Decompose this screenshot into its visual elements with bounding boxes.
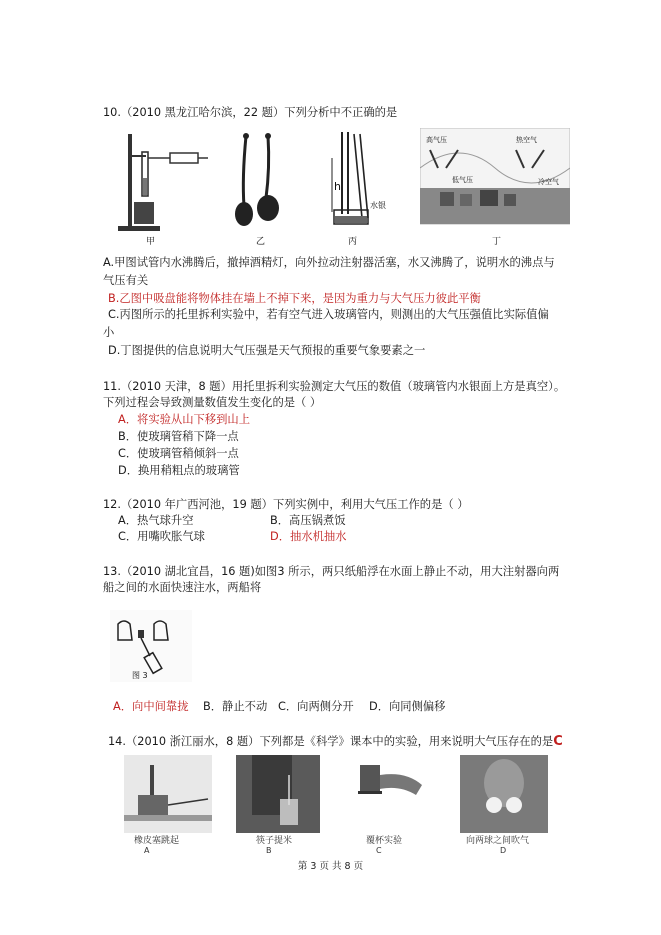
q13-option-c: C．向两侧分开: [278, 700, 354, 713]
q14-letter-a: A: [144, 846, 150, 853]
q10-option-c-line1: C.丙图所示的托里拆利实验中，若有空气进入玻璃管内，则测出的大气压强值比实际值偏: [108, 308, 549, 321]
q10-figure-bing: [318, 128, 388, 248]
svg-text:低气压: 低气压: [452, 176, 473, 184]
q11-stem-line2: 下列过程会导致测量数值发生变化的是（ ）: [103, 396, 322, 409]
q10-figure-yi: [228, 128, 288, 248]
q10-option-b-answer: B.乙图中吸盘能将物体挂在墙上不掉下来，是因为重力与大气压力彼此平衡: [108, 292, 481, 305]
q10-stem: 10.（2010 黑龙江哈尔滨，22 题）下列分析中不正确的是: [103, 106, 398, 119]
q10-figure-jia: [108, 128, 212, 248]
q10-option-c-line2: 小: [103, 326, 115, 339]
q12-option-a: A．热气球升空: [118, 514, 194, 527]
q12-option-b: B．高压锅煮饭: [270, 514, 346, 527]
q14-figure-b: [236, 755, 320, 853]
q14-caption-d: 向两球之间吹气: [466, 836, 530, 846]
q13-option-a-answer: A．向中间靠拢: [113, 700, 189, 713]
q13-option-b: B．静止不动: [203, 700, 268, 713]
q10-label-jia: 甲: [146, 237, 156, 247]
q14-figure-c: [346, 755, 430, 853]
q10-label-bing: 丙: [348, 237, 358, 247]
q14-caption-c: 覆杯实验: [366, 836, 403, 846]
q10-option-a-line2: 气压有关: [103, 274, 149, 287]
q14-letter-c: C: [376, 846, 382, 853]
q14-caption-a: 橡皮塞跳起: [134, 836, 180, 846]
q14-letter-b: B: [266, 846, 272, 853]
page-footer: 第 3 页 共 8 页: [297, 861, 364, 872]
svg-text:热空气: 热空气: [516, 136, 537, 144]
svg-text:水银: 水银: [370, 201, 386, 210]
q14-caption-b: 筷子提米: [256, 836, 293, 846]
q10-figure-ding: [420, 128, 570, 248]
q11-option-b: B．使玻璃管稍下降一点: [118, 430, 239, 443]
q12-stem: 12.（2010 年广西河池，19 题）下列实例中，利用大气压工作的是（ ）: [103, 498, 469, 511]
q11-stem-line1: 11.（2010 天津，8 题）用托里拆利实验测定大气压的数值（玻璃管内水银面上方是真空）。: [103, 380, 566, 393]
q10-option-d: D.丁图提供的信息说明大气压强是天气预报的重要气象要素之一: [108, 344, 426, 357]
q14-answer: C: [553, 734, 563, 749]
q14-figure-d: [460, 755, 548, 853]
svg-text:高气压: 高气压: [426, 136, 447, 144]
q11-option-c: C．使玻璃管稍倾斜一点: [118, 447, 239, 460]
q13-option-d: D．向同侧偏移: [369, 700, 446, 713]
q14-stem: [108, 733, 563, 751]
svg-text:h: h: [334, 180, 341, 193]
q11-option-a-answer: A．将实验从山下移到山上: [118, 413, 250, 426]
q14-letter-d: D: [500, 846, 507, 853]
q12-option-c: C．用嘴吹胀气球: [118, 530, 205, 543]
svg-text:冷空气: 冷空气: [538, 178, 559, 186]
q10-option-a-line1: A.甲图试管内水沸腾后，撤掉酒精灯，向外拉动注射器活塞，水又沸腾了，说明水的沸点与: [103, 256, 555, 269]
q12-option-d-answer: D．抽水机抽水: [270, 530, 347, 543]
q11-option-d: D．换用稍粗点的玻璃管: [118, 464, 240, 477]
q13-stem-line2: 船之间的水面快速注水，两船将: [103, 581, 262, 594]
q14-stem-text: 14.（2010 浙江丽水，8 题）下列都是《科学》课本中的实验，用来说明大气压存在的是: [108, 735, 554, 748]
q13-figure-caption: 图 3: [132, 671, 148, 680]
q13-stem-line1: 13.（2010 湖北宜昌，16 题)如图3 所示，两只纸船浮在水面上静止不动，用大注射器向两: [103, 565, 560, 578]
q10-label-ding: 丁: [492, 237, 502, 247]
q14-figure-a: [124, 755, 212, 853]
q13-figure-3: [110, 610, 192, 682]
q10-label-yi: 乙: [256, 237, 266, 247]
